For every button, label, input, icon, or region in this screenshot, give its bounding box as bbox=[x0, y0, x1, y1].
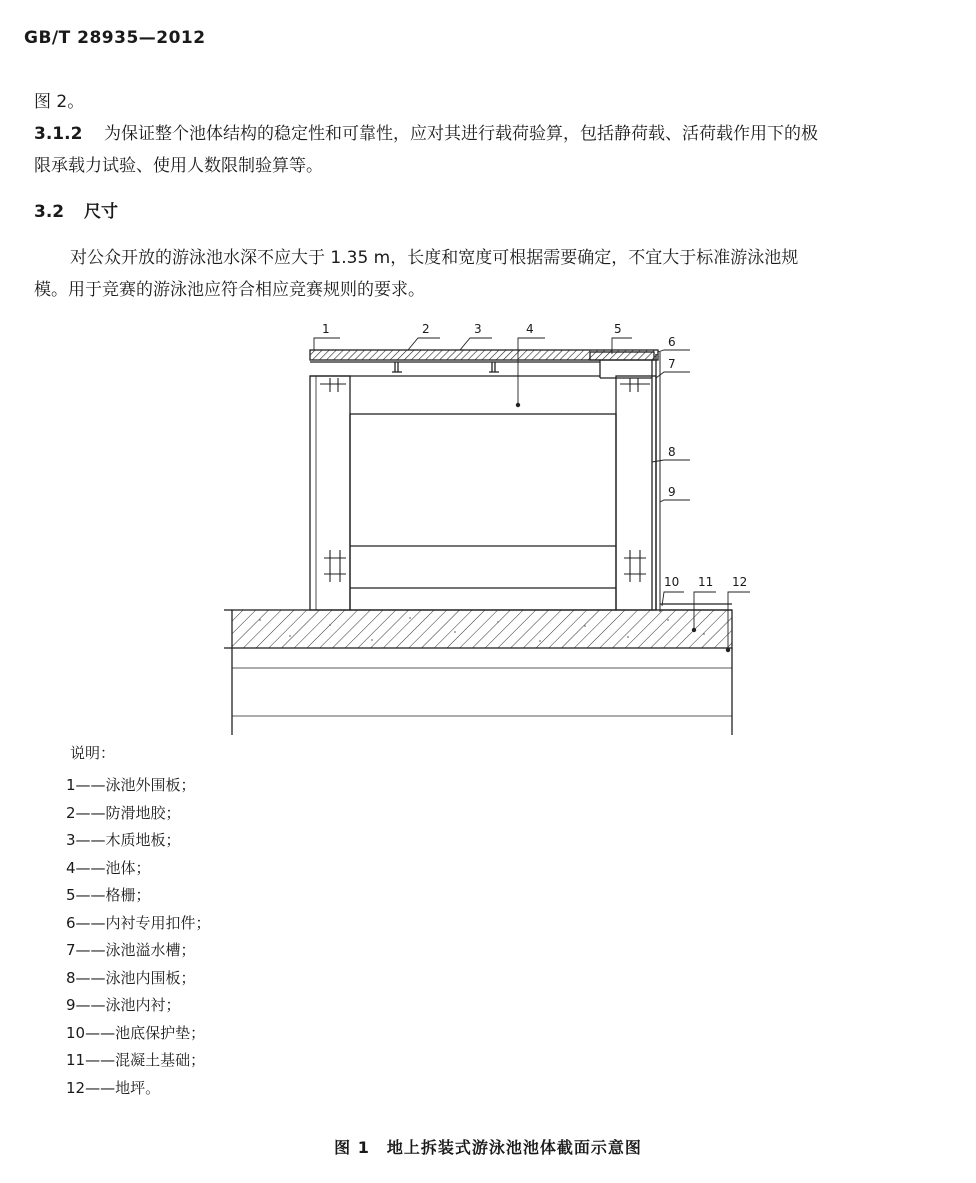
legend-item: 10——池底保护垫； bbox=[66, 1023, 206, 1042]
section-3-2-number: 3.2 bbox=[34, 202, 65, 222]
figure-reference: 图 2。 bbox=[34, 92, 85, 112]
concrete-foundation bbox=[232, 610, 732, 648]
legend-list bbox=[66, 772, 211, 1102]
callout-2: 2 bbox=[422, 322, 430, 336]
callout-3: 3 bbox=[474, 322, 482, 336]
callout-8: 8 bbox=[668, 445, 676, 459]
dimension-paragraph-line2: 模。用于竞赛的游泳池应符合相应竞赛规则的要求。 bbox=[34, 280, 425, 300]
legend-item: 2——防滑地胶； bbox=[66, 803, 181, 822]
legend-item: 6——内衬专用扣件； bbox=[66, 913, 211, 932]
section-3-2-title: 尺寸 bbox=[84, 202, 118, 222]
legend-item: 12——地坪。 bbox=[66, 1078, 161, 1097]
clause-3-1-2-line1: 为保证整个池体结构的稳定性和可靠性，应对其进行载荷验算，包括静荷载、活荷载作用下的极 bbox=[104, 124, 818, 144]
legend-item: 4——池体； bbox=[66, 858, 151, 877]
legend-item: 3——木质地板； bbox=[66, 831, 181, 849]
legend-item: 5——格栅； bbox=[66, 886, 151, 904]
clause-3-1-2-line2: 限承载力试验、使用人数限制验算等。 bbox=[34, 156, 323, 176]
callout-6: 6 bbox=[668, 335, 676, 349]
legend-item: 7——泳池溢水槽； bbox=[66, 941, 196, 959]
dimension-paragraph-line1: 对公众开放的游泳池水深不应大于 1.35 m，长度和宽度可根据需要确定，不宜大于标准游泳池规 bbox=[70, 248, 799, 268]
callout-7: 7 bbox=[668, 357, 676, 371]
legend-title: 说明： bbox=[70, 744, 116, 762]
callout-4: 4 bbox=[526, 322, 534, 336]
callout-5: 5 bbox=[614, 322, 622, 336]
callout-10: 10 bbox=[664, 575, 680, 589]
callout-9: 9 bbox=[668, 485, 676, 499]
legend-item: 1——泳池外围板； bbox=[66, 776, 196, 794]
standard-code: GB/T 28935—2012 bbox=[24, 28, 206, 48]
legend-item: 11——混凝土基础； bbox=[66, 1051, 206, 1069]
callout-11: 11 bbox=[698, 575, 714, 589]
callout-12: 12 bbox=[732, 575, 748, 589]
legend-item: 8——泳池内围板； bbox=[66, 968, 196, 987]
callout-1: 1 bbox=[322, 322, 330, 336]
clause-3-1-2-number: 3.1.2 bbox=[34, 124, 83, 144]
figure-caption: 图 1 地上拆装式游泳池池体截面示意图 bbox=[334, 1138, 642, 1157]
legend-item: 9——泳池内衬； bbox=[66, 996, 181, 1014]
